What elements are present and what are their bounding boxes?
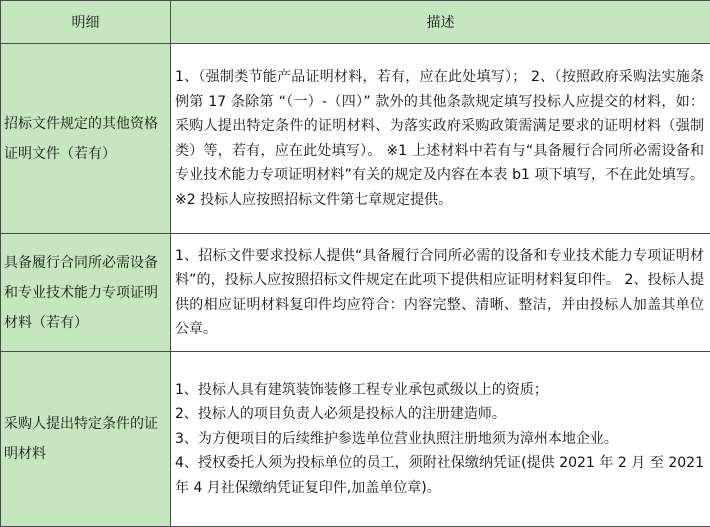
condition-item: 1、投标人具有建筑装饰装修工程专业承包贰级以上的资质； <box>175 381 548 398</box>
row-label-other-qualifications: 招标文件规定的其他资格证明文件（若有） <box>1 44 171 234</box>
table-header-row <box>1 1 710 44</box>
condition-item: 4、授权委托人须为投标单位的员工，须附社保缴纳凭证(提供 2021 年 2 月 至 2021 年 4 月社保缴纳凭证复印件,加盖单位章)。 <box>175 455 704 496</box>
row-label-equipment-capability: 具备履行合同所必需设备和专业技术能力专项证明材料（若有） <box>1 234 171 352</box>
row-description-special-conditions <box>171 351 710 526</box>
row-label-special-conditions: 采购人提出特定条件的证明材料 <box>1 351 171 526</box>
table-row <box>1 44 710 234</box>
header-detail: 明细 <box>1 1 171 44</box>
row-description-equipment-capability: 1、招标文件要求投标人提供“具备履行合同所必需的设备和专业技术能力专项证明材料”的，投标人应按照招标文件规定在此项下提供相应证明材料复印件。 2、投标人提供的相应证明材料复印件均应符合：内容完整、清晰、整洁，并由投标人加盖其单位公章。 <box>171 234 710 352</box>
condition-item: 2、投标人的项目负责人必须是投标人的注册建造师。 <box>175 406 506 423</box>
row-description-other-qualifications: 1、（强制类节能产品证明材料，若有，应在此处填写）； 2、（按照政府采购法实施条例第 17 条除第 “（一）-（四）” 款外的其他条款规定填写投标人应提交的材料，如：采购人提出特定条件的证明材料、为落实政府采购政策需满足要求的证明材料（强制类）等，若有，应在此处填写）。 ※1 上述材料中若有与“具备履行合同所必需设备和专业技术能力专项证明材料”有关的规定及内容在本表 b1 项下填写，不在此处填写。 ※2 投标人应按照招标文件第七章规定提供。 <box>171 44 710 234</box>
header-description: 描述 <box>171 1 710 44</box>
table-row <box>1 351 710 526</box>
condition-item: 3、为方便项目的后续维护参选单位营业执照注册地须为漳州本地企业。 <box>175 430 618 447</box>
table-row <box>1 234 710 352</box>
